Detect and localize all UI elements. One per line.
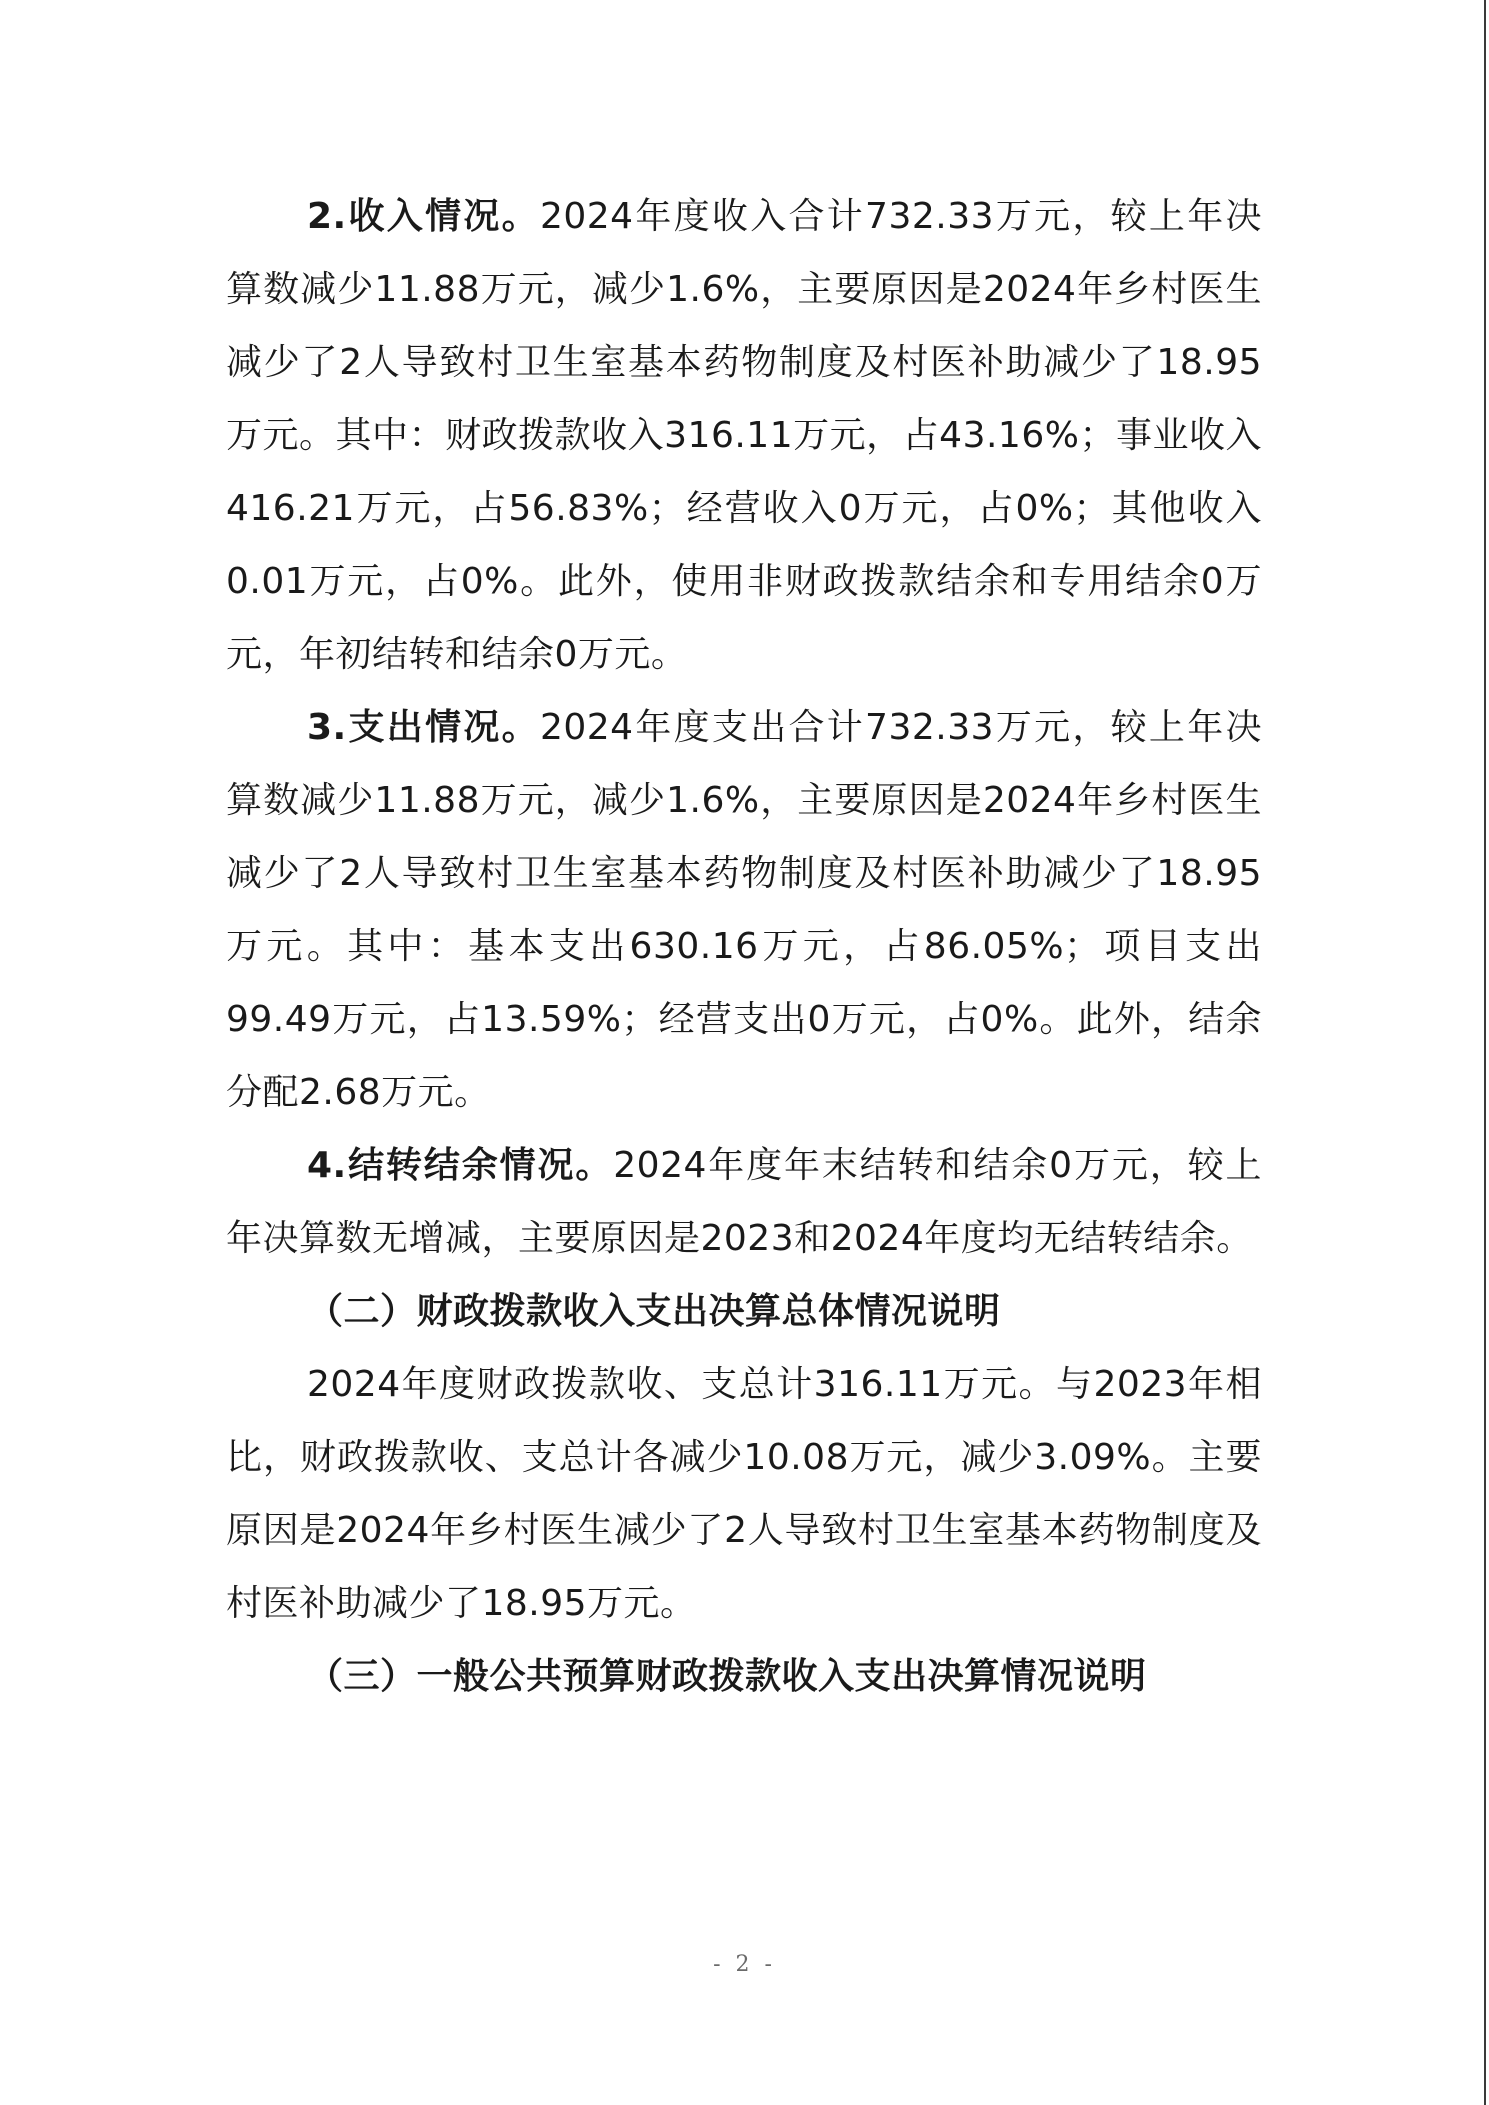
income-paragraph <box>226 180 1262 691</box>
fiscal-overview-paragraph: 2024年度财政拨款收、支总计316.11万元。与2023年相比，财政拨款收、支总计各减少10.08万元，减少3.09%。主要原因是2024年乡村医生减少了2人导致村卫生室基本药物制度及村医补助减少了18.95万元。 <box>226 1364 1262 1624</box>
expense-text: 2024年度支出合计732.33万元，较上年决算数减少11.88万元，减少1.6%，主要原因是2024年乡村医生减少了2人导致村卫生室基本药物制度及村医补助减少了18.95万元。其中：基本支出630.16万元，占86.05%；项目支出99.49万元，占13.59%；经营支出0万元，占0%。此外，结余分配2.68万元。 <box>226 707 1262 1113</box>
section-heading-2: （二）财政拨款收入支出决算总体情况说明 <box>307 1291 1001 1332</box>
income-heading: 2.收入情况。 <box>307 196 540 237</box>
section-heading-3: （三）一般公共预算财政拨款收入支出决算情况说明 <box>307 1656 1147 1697</box>
expense-paragraph <box>226 691 1262 1129</box>
carryover-heading: 4.结转结余情况。 <box>307 1145 614 1186</box>
page-number: - 2 - <box>713 1952 776 1977</box>
carryover-paragraph <box>226 1129 1262 1275</box>
document-body <box>226 180 1262 1713</box>
carryover-text: 2024年度年末结转和结余0万元，较上年决算数无增减，主要原因是2023和2024年度均无结转结余。 <box>226 1145 1262 1259</box>
expense-heading: 3.支出情况。 <box>307 707 540 748</box>
income-text: 2024年度收入合计732.33万元，较上年决算数减少11.88万元，减少1.6%，主要原因是2024年乡村医生减少了2人导致村卫生室基本药物制度及村医补助减少了18.95万元。其中：财政拨款收入316.11万元，占43.16%；事业收入416.21万元，占56.83%；经营收入0万元，占0%；其他收入0.01万元，占0%。此外，使用非财政拨款结余和专用结余0万元，年初结转和结余0万元。 <box>226 196 1262 675</box>
page-edge <box>1484 0 1486 2105</box>
